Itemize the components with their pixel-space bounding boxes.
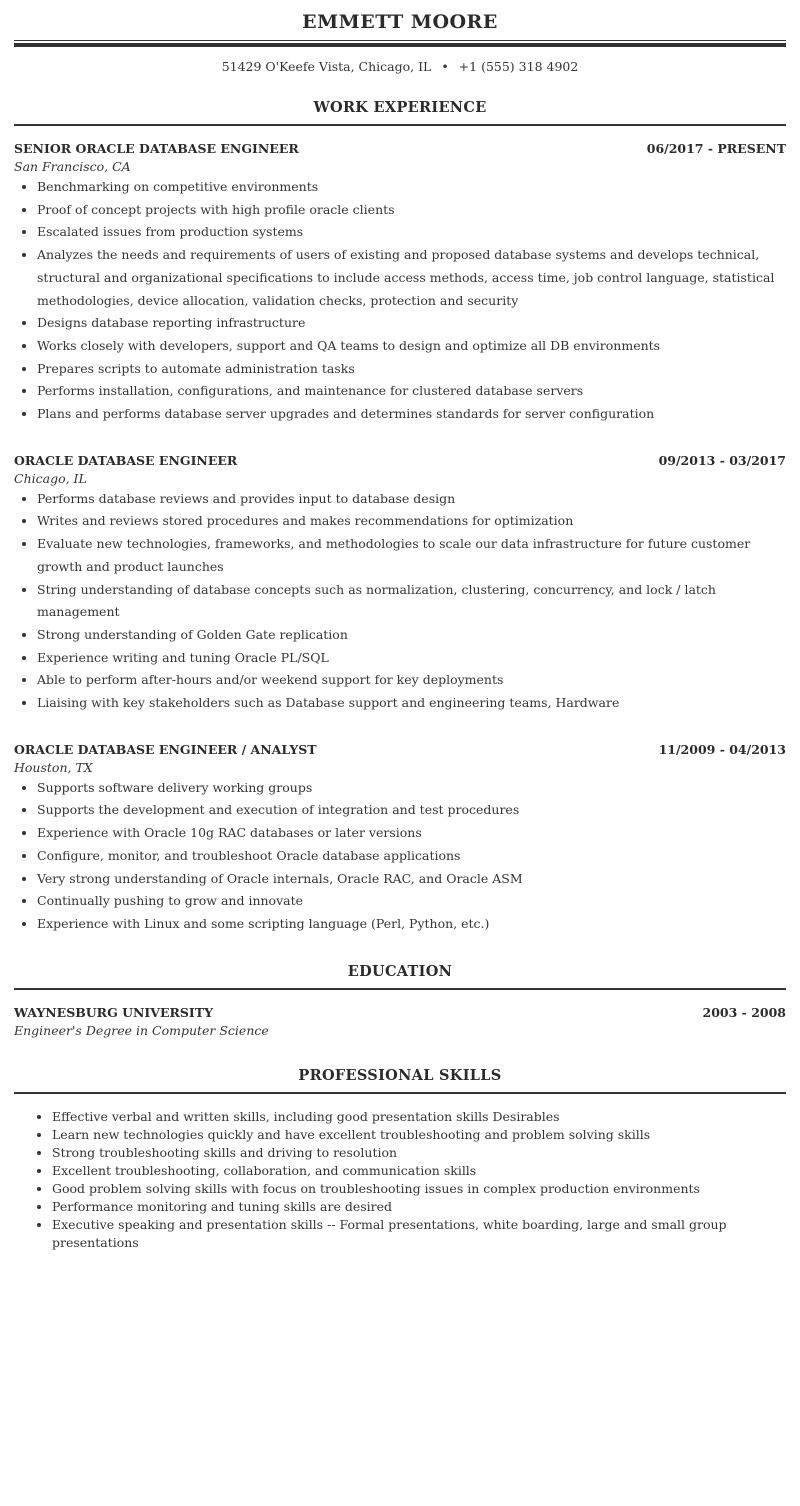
job-entry xyxy=(14,140,786,426)
job-bullet: • Experience writing and tuning Oracle PL/SQL xyxy=(37,647,786,670)
work-experience-title: WORK EXPERIENCE xyxy=(313,99,487,116)
skills-rule xyxy=(14,1092,786,1094)
contact-phone: +1 (555) 318 4902 xyxy=(458,59,579,74)
job-bullet: • Evaluate new technologies, frameworks, and methodologies to scale our data infrastructure for future customer growth and product launches xyxy=(37,533,786,578)
job-bullet: • Works closely with developers, support and QA teams to design and optimize all DB environments xyxy=(37,335,786,358)
job-dates: 06/2017 - PRESENT xyxy=(646,141,786,156)
job-header xyxy=(14,140,786,158)
name-divider-thick xyxy=(14,43,786,47)
education-section xyxy=(14,962,786,1040)
job-title: ORACLE DATABASE ENGINEER / ANALYST xyxy=(14,741,317,757)
skill-item: • Performance monitoring and tuning skills are desired xyxy=(52,1198,786,1216)
job-bullet: • Experience with Oracle 10g RAC databases or later versions xyxy=(37,822,786,845)
work-experience-section xyxy=(14,98,786,936)
job-bullet: • Prepares scripts to automate administration tasks xyxy=(37,358,786,381)
education-dates: 2003 - 2008 xyxy=(702,1004,786,1020)
work-experience-rule xyxy=(14,124,786,126)
school-name: WAYNESBURG UNIVERSITY xyxy=(14,1004,213,1020)
education-title: EDUCATION xyxy=(347,962,453,980)
skill-item: • Good problem solving skills with focus on troubleshooting issues in complex production environments xyxy=(52,1180,786,1198)
degree: Engineer's Degree in Computer Science xyxy=(14,1022,269,1038)
job-header xyxy=(14,741,786,759)
job-bullet: • Supports software delivery working groups xyxy=(37,777,786,800)
job-bullet: • Designs database reporting infrastructure xyxy=(37,312,786,335)
job-title: SENIOR ORACLE DATABASE ENGINEER xyxy=(14,141,299,156)
contact-separator: • xyxy=(441,59,449,74)
job-title: ORACLE DATABASE ENGINEER xyxy=(14,452,238,468)
job-bullet: • String understanding of database concepts such as normalization, clustering, concurrency, and lock / latch management xyxy=(37,579,786,624)
job-bullet: • Very strong understanding of Oracle internals, Oracle RAC, and Oracle ASM xyxy=(37,868,786,891)
job-bullet: • Escalated issues from production systems xyxy=(37,221,786,244)
job-bullet: • Strong understanding of Golden Gate replication xyxy=(37,624,786,647)
job-bullet: • Analyzes the needs and requirements of users of existing and proposed database systems and develops technical, structural and organizational specifications to include access methods, access time, job control language, statistical methodologies, device allocation, validation checks, protection and security xyxy=(37,244,786,312)
job-entry xyxy=(14,741,786,936)
job-dates: 09/2013 - 03/2017 xyxy=(658,452,786,468)
job-header xyxy=(14,452,786,470)
job-bullet: • Proof of concept projects with high profile oracle clients xyxy=(37,199,786,222)
candidate-name: EMMETT MOORE xyxy=(302,11,498,33)
job-bullet: • Performs installation, configurations, and maintenance for clustered database servers xyxy=(37,380,786,403)
job-bullet: • Supports the development and execution of integration and test procedures xyxy=(37,799,786,822)
name-divider-thin xyxy=(14,40,786,41)
job-bullet: • Able to perform after-hours and/or weekend support for key deployments xyxy=(37,669,786,692)
skills-section xyxy=(14,1066,786,1252)
job-bullets xyxy=(14,777,786,936)
job-bullet: • Benchmarking on competitive environments xyxy=(37,176,786,199)
contact-line xyxy=(14,58,786,76)
contact-address: 51429 O'Keefe Vista, Chicago, IL xyxy=(221,59,432,74)
job-bullet: • Continually pushing to grow and innovate xyxy=(37,890,786,913)
job-bullets xyxy=(14,176,786,426)
job-bullet: • Writes and reviews stored procedures and makes recommendations for optimization xyxy=(37,510,786,533)
name-divider xyxy=(14,39,786,47)
skills-title: PROFESSIONAL SKILLS xyxy=(298,1066,502,1084)
skill-item: • Learn new technologies quickly and have excellent troubleshooting and problem solving skills xyxy=(52,1126,786,1144)
education-rule xyxy=(14,988,786,990)
resume-page xyxy=(14,0,786,1252)
skill-item: • Strong troubleshooting skills and driving to resolution xyxy=(52,1144,786,1162)
job-bullets xyxy=(14,488,786,715)
job-entry xyxy=(14,452,786,715)
job-location: San Francisco, CA xyxy=(14,159,131,174)
job-location: Houston, TX xyxy=(14,759,93,775)
skill-item: • Excellent troubleshooting, collaboration, and communication skills xyxy=(52,1162,786,1180)
skill-item: • Effective verbal and written skills, including good presentation skills Desirables xyxy=(52,1108,786,1126)
job-bullet: • Performs database reviews and provides input to database design xyxy=(37,488,786,511)
education-entry xyxy=(14,1004,786,1040)
job-bullet: • Experience with Linux and some scripting language (Perl, Python, etc.) xyxy=(37,913,786,936)
job-bullet: • Liaising with key stakeholders such as Database support and engineering teams, Hardware xyxy=(37,692,786,715)
job-dates: 11/2009 - 04/2013 xyxy=(658,741,786,757)
education-header xyxy=(14,1004,786,1022)
skills-list xyxy=(14,1108,786,1252)
job-bullet: • Configure, monitor, and troubleshoot Oracle database applications xyxy=(37,845,786,868)
skill-item: • Executive speaking and presentation skills -- Formal presentations, white boarding, large and small group presentations xyxy=(52,1216,786,1252)
job-location: Chicago, IL xyxy=(14,470,87,486)
job-bullet: • Plans and performs database server upgrades and determines standards for server configuration xyxy=(37,403,786,426)
